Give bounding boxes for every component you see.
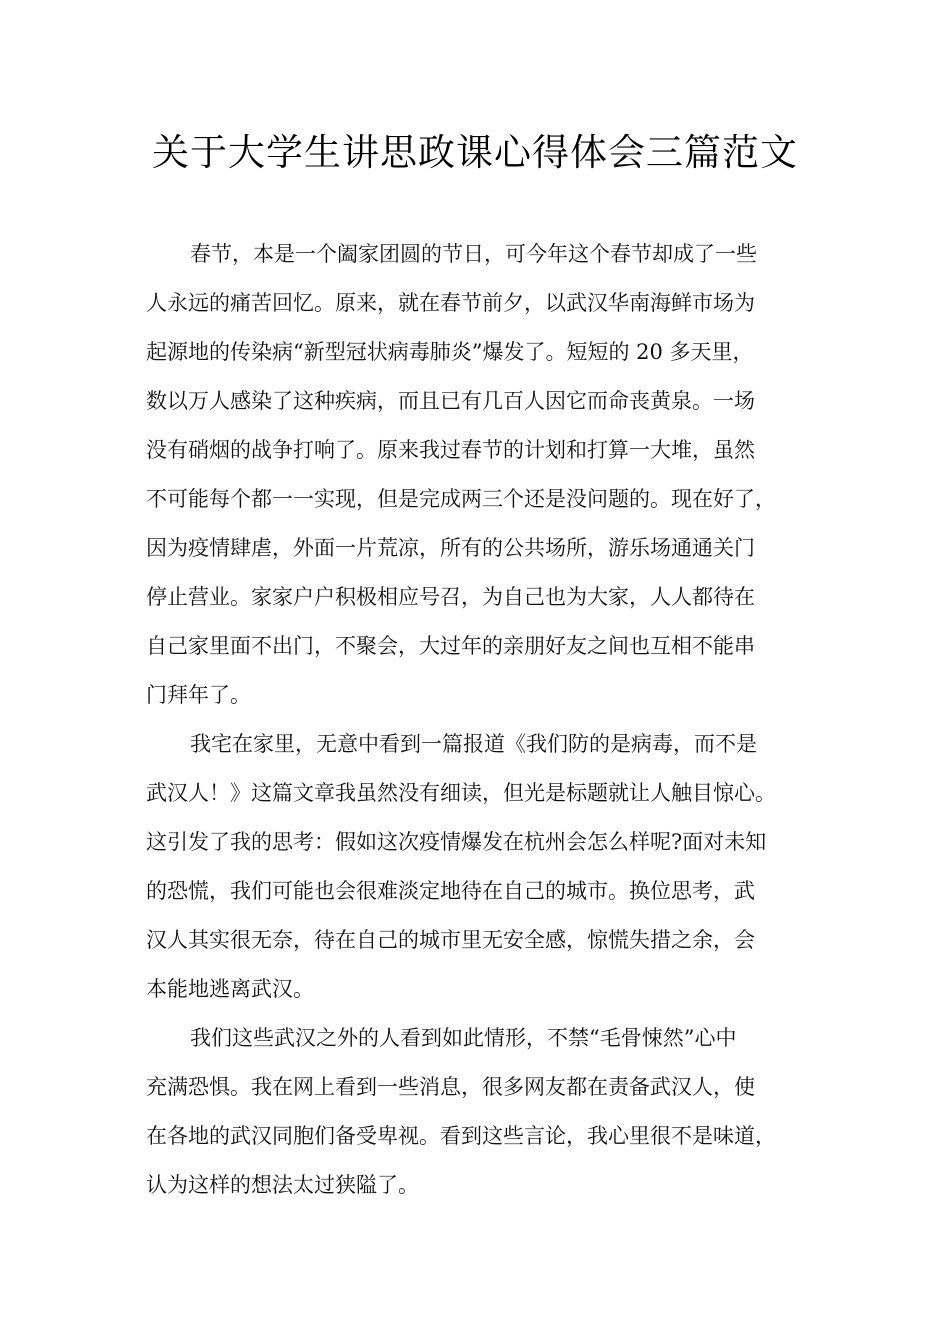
paragraph-1	[146, 230, 822, 720]
paragraph-2	[146, 720, 822, 1014]
text-line: 自己家里面不出门，不聚会，大过年的亲朋好友之间也互相不能串	[146, 634, 755, 658]
text-line: 不可能每个都一一实现，但是完成两三个还是没问题的。现在好了，	[146, 487, 776, 511]
text-line: 我宅在家里，无意中看到一篇报道《我们防的是病毒，而不是	[190, 732, 757, 756]
paragraph-3	[146, 1014, 822, 1210]
text-line: 认为这样的想法太过狭隘了。	[146, 1173, 419, 1197]
text-line: 我们这些武汉之外的人看到如此情形，不禁“毛骨悚然”心中	[190, 1026, 737, 1050]
document-body	[146, 230, 822, 1210]
text-line: 没有硝烟的战争打响了。原来我过春节的计划和打算一大堆，虽然	[146, 438, 755, 462]
text-line: 的恐慌，我们可能也会很难淡定地待在自己的城市。换位思考，武	[146, 879, 755, 903]
text-line: 充满恐惧。我在网上看到一些消息，很多网友都在责备武汉人，使	[146, 1075, 755, 1099]
text-line: 数以万人感染了这种疾病，而且已有几百人因它而命丧黄泉。一场	[146, 389, 755, 413]
text-line: 武汉人！》这篇文章我虽然没有细读，但光是标题就让人触目惊心。	[146, 781, 776, 805]
text-line: 因为疫情肆虐，外面一片荒凉，所有的公共场所，游乐场通通关门	[146, 536, 755, 560]
document-title: 关于大学生讲思政课心得体会三篇范文	[152, 131, 798, 174]
text-line: 春节，本是一个阖家团圆的节日，可今年这个春节却成了一些	[190, 242, 757, 266]
text-line: 汉人其实很无奈，待在自己的城市里无安全感，惊慌失措之余，会	[146, 928, 755, 952]
text-line: 起源地的传染病“新型冠状病毒肺炎”爆发了。短短的 20 多天里，	[146, 340, 754, 364]
text-line: 在各地的武汉同胞们备受卑视。看到这些言论，我心里很不是味道，	[146, 1124, 776, 1148]
text-line: 门拜年了。	[146, 683, 251, 707]
text-line: 本能地逃离武汉。	[146, 977, 314, 1001]
text-line: 这引发了我的思考：假如这次疫情爆发在杭州会怎么样呢?面对未知	[146, 830, 767, 854]
text-line: 人永远的痛苦回忆。原来，就在春节前夕，以武汉华南海鲜市场为	[146, 291, 755, 315]
text-line: 停止营业。家家户户积极相应号召，为自己也为大家，人人都待在	[146, 585, 755, 609]
